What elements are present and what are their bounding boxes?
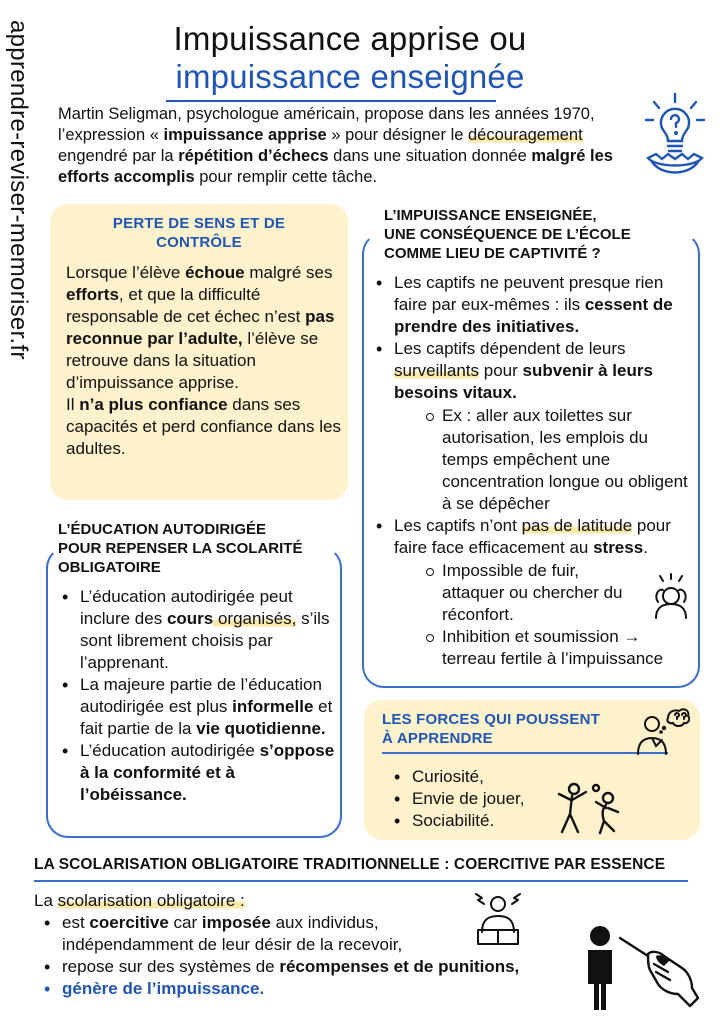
title-underline: [166, 100, 496, 102]
list-item: • Envie de jouer,: [390, 788, 570, 810]
section-scolarisation-heading: LA SCOLARISATION OBLIGATOIRE TRADITIONNELLE : COERCITIVE PAR ESSENCE: [34, 856, 666, 873]
stressed-person-icon: [648, 572, 694, 622]
list-item: • est coercitive car imposée aux individus, indépendamment de leur désir de la recevoir,: [40, 912, 594, 956]
list-item: • génère de l’impuissance.: [40, 978, 594, 1000]
list-item: • Curiosité,: [390, 766, 570, 788]
section-scolarisation-lead: La scolarisation obligatoire :: [34, 891, 245, 910]
lightbulb-question-icon: [640, 90, 710, 180]
list-item: • Les captifs dépendent de leurs surveillants pour subvenir à leurs besoins vitaux. Ex : aller aux toilettes sur autorisation, les emplois du temps empêchent une concentration longue ou obligent à se dépêcher: [372, 338, 692, 515]
card-perte-de-sens-heading: PERTE DE SENS ET DE CONTRÔLE: [112, 215, 286, 251]
card-perte-de-sens: [50, 204, 348, 500]
playing-children-icon: [550, 780, 630, 840]
list-item: • Sociabilité.: [390, 810, 570, 832]
intro-paragraph: Martin Seligman, psychologue américain, propose dans les années 1970, l’expression « impuissance apprise » pour désigner le découragement engendré par la répétition d’échecs dans une situation donnée malgré les efforts accomplis pour remplir cette tâche.: [58, 105, 613, 186]
list-item: • L’éducation autodirigée s’oppose à la conformité et à l’obéissance.: [58, 740, 338, 806]
sub-list-item: Ex : aller aux toilettes sur autorisation, les emplois du temps empêchent une concentration longue ou obligent à se dépêcher: [416, 405, 692, 515]
card-education-autodirigee-list: [58, 586, 338, 806]
stressed-worker-icon: [470, 890, 526, 948]
title-line-1: Impuissance apprise ou: [173, 20, 527, 57]
pointing-finger-icon: [578, 924, 708, 1014]
card-ecole-captivite-heading: L’IMPUISSANCE ENSEIGNÉE, UNE CONSÉQUENCE DE L’ÉCOLE COMME LIEU DE CAPTIVITÉ ?: [384, 207, 631, 262]
list-item: • Les captifs n’ont pas de latitude pour faire face efficacement au stress. Impossible de fuir, attaquer ou chercher du réconfort. Inhibition et soumission → terreau fertile à l’impuissance: [372, 515, 692, 670]
card-forces-list: [390, 766, 570, 832]
card-education-autodirigee-heading: L’ÉDUCATION AUTODIRIGÉE POUR REPENSER LA SCOLARITÉ OBLIGATOIRE: [58, 521, 303, 576]
thinking-person-icon: [634, 708, 690, 756]
card-forces: [364, 700, 700, 840]
sub-list-item: Inhibition et soumission → terreau fertile à l’impuissance: [416, 626, 692, 670]
card-forces-heading: LES FORCES QUI POUSSENT À APPRENDRE: [382, 711, 600, 747]
site-url-vertical: apprendre-reviser-memoriser.fr: [5, 20, 32, 360]
title-line-2: impuissance enseignée: [175, 58, 525, 95]
list-item: • repose sur des systèmes de récompenses et de punitions,: [40, 956, 594, 978]
card-ecole-captivite-list: [372, 272, 692, 670]
list-item: • La majeure partie de l’éducation autodirigée est plus informelle et fait partie de la vie quotidienne.: [58, 674, 338, 740]
section-scolarisation-rule: [34, 880, 688, 882]
list-item: • Les captifs ne peuvent presque rien faire par eux-mêmes : ils cessent de prendre des initiatives.: [372, 272, 692, 338]
card-forces-rule: [382, 752, 668, 754]
sub-list-item: Impossible de fuir, attaquer ou chercher du réconfort.: [416, 560, 692, 626]
list-item: • L’éducation autodirigée peut inclure des cours organisés, s’ils sont librement choisis par l’apprenant.: [58, 586, 338, 674]
card-perte-de-sens-body: Lorsque l’élève échoue malgré ses efforts, et que la difficulté responsable de cet échec n’est pas reconnue par l’adulte, l’élève se retrouve dans la situation d’impuissance apprise. Il n’a plus confiance dans ses capacités et perd confiance dans les adultes.: [66, 263, 342, 458]
